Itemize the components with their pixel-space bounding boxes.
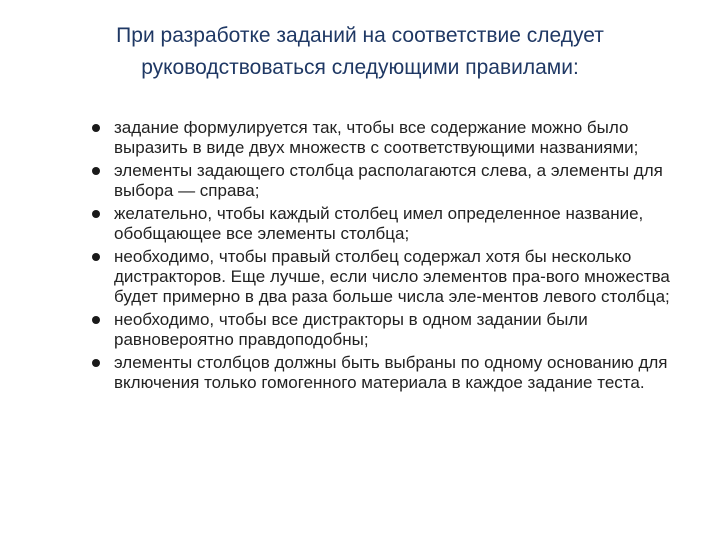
bullet-text-2: элементы задающего столбца располагаются слева, а элементы для выбора — справа; (114, 161, 663, 200)
slide-title (60, 20, 660, 84)
bullet-dot-icon (92, 167, 100, 175)
bullet-text-3: желательно, чтобы каждый столбец имел определенное название, обобщающее все элементы столбца; (114, 204, 644, 243)
title-line-2: руководствоваться следующими правилами: (141, 56, 579, 79)
bullet-text-5: необходимо, чтобы все дистракторы в одном задании были равновероятно правдоподобны; (114, 310, 588, 349)
bullet-dot-icon (92, 210, 100, 218)
bullet-text-4: необходимо, чтобы правый столбец содержал хотя бы несколько дистракторов. Еще лучше, если число элементов пра-вого множества будет примерно в два раза больше числа эле-ментов левого столбца; (114, 247, 670, 306)
bullet-dot-icon (92, 124, 100, 132)
bullet-text-6: элементы столбцов должны быть выбраны по одному основанию для включения только гомогенного материала в каждое задание теста. (114, 353, 668, 392)
bullet-item-6 (90, 353, 690, 393)
bullet-list (90, 118, 690, 396)
bullet-item-1 (90, 118, 690, 158)
bullet-item-2 (90, 161, 690, 201)
bullet-dot-icon (92, 316, 100, 324)
bullet-dot-icon (92, 359, 100, 367)
bullet-dot-icon (92, 253, 100, 261)
bullet-item-5 (90, 310, 690, 350)
bullet-text-1: задание формулируется так, чтобы все содержание можно было выразить в виде двух множеств с соответствующими названиями; (114, 118, 639, 157)
bullet-item-3 (90, 204, 690, 244)
title-line-1: При разработке заданий на соответствие следует (116, 24, 604, 47)
bullet-item-4 (90, 247, 690, 307)
